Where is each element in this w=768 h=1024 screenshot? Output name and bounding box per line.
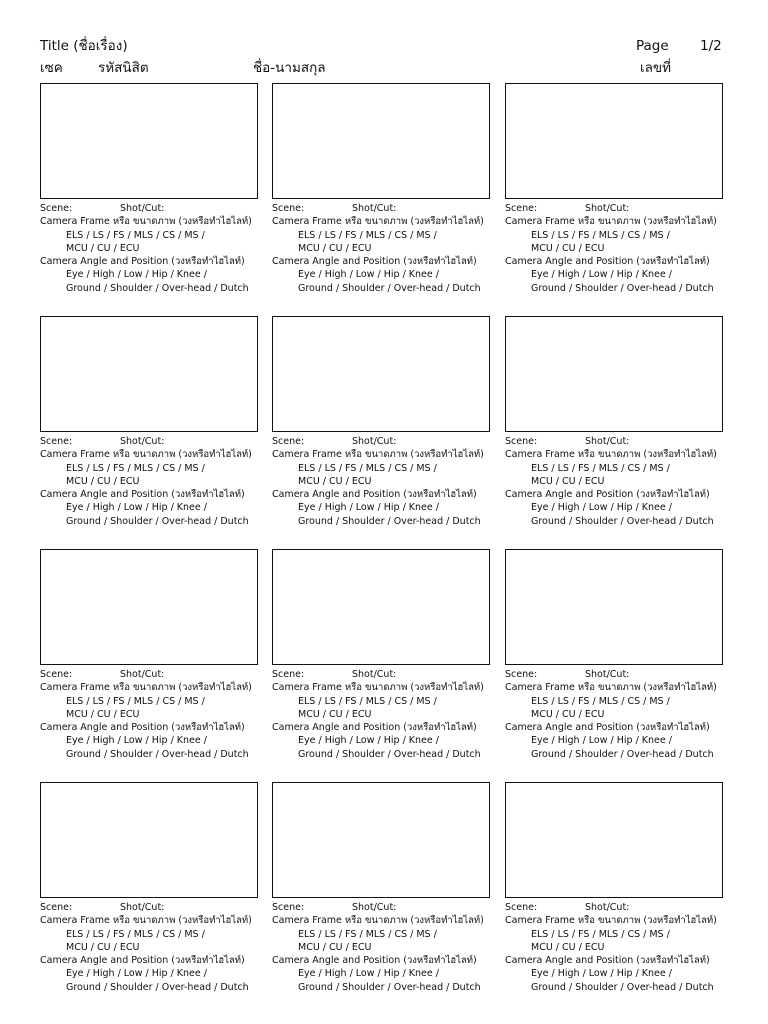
- shot-info: [505, 901, 737, 994]
- scene-label: Scene:: [40, 436, 73, 447]
- camera-angle-heading: Camera Angle and Position (วงหรือทำไฮไลท์): [272, 722, 477, 734]
- shot-cut-label: Shot/Cut:: [352, 436, 397, 447]
- storyboard-frame[interactable]: [505, 83, 723, 199]
- camera-frame-options: MCU / CU / ECU: [531, 242, 605, 254]
- scene-shot-line: [272, 901, 504, 914]
- camera-angle-options: Eye / High / Low / Hip / Knee /: [66, 269, 207, 281]
- camera-angle-options: Eye / High / Low / Hip / Knee /: [66, 735, 207, 747]
- camera-frame-options: MCU / CU / ECU: [298, 242, 372, 254]
- section-label: เซค: [40, 60, 63, 76]
- camera-frame-options: ELS / LS / FS / MLS / CS / MS /: [66, 462, 205, 474]
- shot-info: [40, 435, 272, 528]
- camera-frame-heading: Camera Frame หรือ ขนาดภาพ (วงหรือทำไฮไลท์): [272, 216, 484, 228]
- shot-cut-label: Shot/Cut:: [120, 203, 165, 214]
- scene-shot-line: [505, 435, 737, 448]
- camera-frame-heading: Camera Frame หรือ ขนาดภาพ (วงหรือทำไฮไลท์): [272, 449, 484, 461]
- scene-shot-line: [40, 901, 272, 914]
- camera-angle-options: Ground / Shoulder / Over-head / Dutch: [66, 981, 249, 993]
- camera-angle-options: Eye / High / Low / Hip / Knee /: [66, 968, 207, 980]
- scene-label: Scene:: [505, 669, 538, 680]
- camera-frame-heading: Camera Frame หรือ ขนาดภาพ (วงหรือทำไฮไลท์): [40, 449, 252, 461]
- storyboard-frame[interactable]: [272, 316, 490, 432]
- camera-angle-heading: Camera Angle and Position (วงหรือทำไฮไลท์): [40, 256, 245, 268]
- shot-info: [272, 435, 504, 528]
- camera-angle-heading: Camera Angle and Position (วงหรือทำไฮไลท์): [505, 722, 710, 734]
- camera-frame-heading: Camera Frame หรือ ขนาดภาพ (วงหรือทำไฮไลท์): [505, 216, 717, 228]
- camera-angle-options: Ground / Shoulder / Over-head / Dutch: [298, 748, 481, 760]
- camera-frame-options: ELS / LS / FS / MLS / CS / MS /: [298, 928, 437, 940]
- camera-angle-heading: Camera Angle and Position (วงหรือทำไฮไลท์): [40, 722, 245, 734]
- shot-info: [272, 901, 504, 994]
- camera-angle-heading: Camera Angle and Position (วงหรือทำไฮไลท์): [505, 256, 710, 268]
- scene-label: Scene:: [40, 902, 73, 913]
- shot-info: [272, 202, 504, 295]
- camera-frame-options: ELS / LS / FS / MLS / CS / MS /: [298, 462, 437, 474]
- storyboard-frame[interactable]: [40, 83, 258, 199]
- shot-cut-label: Shot/Cut:: [120, 436, 165, 447]
- camera-frame-options: MCU / CU / ECU: [531, 941, 605, 953]
- scene-shot-line: [40, 668, 272, 681]
- camera-frame-heading: Camera Frame หรือ ขนาดภาพ (วงหรือทำไฮไลท์): [40, 915, 252, 927]
- scene-shot-line: [40, 202, 272, 215]
- camera-frame-heading: Camera Frame หรือ ขนาดภาพ (วงหรือทำไฮไลท์): [272, 682, 484, 694]
- storyboard-frame[interactable]: [272, 83, 490, 199]
- camera-frame-options: ELS / LS / FS / MLS / CS / MS /: [531, 462, 670, 474]
- page-number: 1/2: [700, 38, 722, 54]
- camera-frame-options: ELS / LS / FS / MLS / CS / MS /: [298, 229, 437, 241]
- storyboard-frame[interactable]: [40, 782, 258, 898]
- camera-angle-heading: Camera Angle and Position (วงหรือทำไฮไลท์): [505, 955, 710, 967]
- shot-info: [40, 668, 272, 761]
- title-label: Title (ชื่อเรื่อง): [40, 38, 128, 54]
- shot-info: [40, 202, 272, 295]
- camera-angle-heading: Camera Angle and Position (วงหรือทำไฮไลท์): [272, 489, 477, 501]
- storyboard-frame[interactable]: [505, 549, 723, 665]
- camera-frame-options: ELS / LS / FS / MLS / CS / MS /: [66, 928, 205, 940]
- camera-frame-options: ELS / LS / FS / MLS / CS / MS /: [298, 695, 437, 707]
- scene-shot-line: [40, 435, 272, 448]
- camera-frame-options: ELS / LS / FS / MLS / CS / MS /: [66, 695, 205, 707]
- scene-label: Scene:: [40, 669, 73, 680]
- camera-angle-options: Eye / High / Low / Hip / Knee /: [298, 502, 439, 514]
- shot-info: [40, 901, 272, 994]
- camera-frame-heading: Camera Frame หรือ ขนาดภาพ (วงหรือทำไฮไลท์): [40, 216, 252, 228]
- camera-frame-options: MCU / CU / ECU: [66, 941, 140, 953]
- camera-angle-options: Ground / Shoulder / Over-head / Dutch: [66, 748, 249, 760]
- scene-label: Scene:: [272, 203, 305, 214]
- camera-frame-options: MCU / CU / ECU: [66, 475, 140, 487]
- shot-info: [505, 202, 737, 295]
- shot-cut-label: Shot/Cut:: [585, 436, 630, 447]
- camera-angle-options: Ground / Shoulder / Over-head / Dutch: [531, 282, 714, 294]
- camera-frame-heading: Camera Frame หรือ ขนาดภาพ (วงหรือทำไฮไลท์): [505, 449, 717, 461]
- scene-label: Scene:: [40, 203, 73, 214]
- scene-shot-line: [505, 202, 737, 215]
- scene-shot-line: [272, 668, 504, 681]
- camera-frame-options: ELS / LS / FS / MLS / CS / MS /: [66, 229, 205, 241]
- shot-info: [505, 435, 737, 528]
- storyboard-frame[interactable]: [505, 782, 723, 898]
- shot-info: [272, 668, 504, 761]
- storyboard-frame[interactable]: [40, 316, 258, 432]
- camera-angle-options: Eye / High / Low / Hip / Knee /: [531, 269, 672, 281]
- camera-angle-options: Ground / Shoulder / Over-head / Dutch: [298, 515, 481, 527]
- shot-cut-label: Shot/Cut:: [352, 669, 397, 680]
- shot-cut-label: Shot/Cut:: [120, 902, 165, 913]
- camera-frame-options: MCU / CU / ECU: [298, 708, 372, 720]
- camera-frame-heading: Camera Frame หรือ ขนาดภาพ (วงหรือทำไฮไลท์): [40, 682, 252, 694]
- number-label: เลขที่: [640, 60, 672, 76]
- camera-frame-heading: Camera Frame หรือ ขนาดภาพ (วงหรือทำไฮไลท์): [505, 915, 717, 927]
- camera-frame-options: MCU / CU / ECU: [66, 708, 140, 720]
- shot-cut-label: Shot/Cut:: [585, 669, 630, 680]
- camera-angle-heading: Camera Angle and Position (วงหรือทำไฮไลท์): [40, 489, 245, 501]
- student-id-label: รหัสนิสิต: [98, 60, 149, 76]
- shot-info: [505, 668, 737, 761]
- storyboard-frame[interactable]: [272, 782, 490, 898]
- camera-angle-options: Ground / Shoulder / Over-head / Dutch: [298, 282, 481, 294]
- camera-angle-options: Eye / High / Low / Hip / Knee /: [531, 735, 672, 747]
- scene-shot-line: [272, 202, 504, 215]
- scene-label: Scene:: [272, 436, 305, 447]
- scene-shot-line: [505, 668, 737, 681]
- camera-angle-heading: Camera Angle and Position (วงหรือทำไฮไลท์): [272, 955, 477, 967]
- camera-angle-options: Eye / High / Low / Hip / Knee /: [531, 968, 672, 980]
- camera-frame-options: MCU / CU / ECU: [298, 475, 372, 487]
- camera-angle-options: Ground / Shoulder / Over-head / Dutch: [66, 282, 249, 294]
- storyboard-frame[interactable]: [272, 549, 490, 665]
- camera-angle-options: Eye / High / Low / Hip / Knee /: [531, 502, 672, 514]
- camera-frame-heading: Camera Frame หรือ ขนาดภาพ (วงหรือทำไฮไลท์): [505, 682, 717, 694]
- scene-label: Scene:: [505, 436, 538, 447]
- camera-angle-options: Eye / High / Low / Hip / Knee /: [298, 735, 439, 747]
- camera-angle-options: Eye / High / Low / Hip / Knee /: [66, 502, 207, 514]
- scene-label: Scene:: [505, 902, 538, 913]
- storyboard-frame[interactable]: [505, 316, 723, 432]
- storyboard-frame[interactable]: [40, 549, 258, 665]
- name-label: ชื่อ-นามสกุล: [253, 60, 326, 76]
- shot-cut-label: Shot/Cut:: [585, 902, 630, 913]
- camera-frame-options: MCU / CU / ECU: [66, 242, 140, 254]
- shot-cut-label: Shot/Cut:: [352, 203, 397, 214]
- camera-angle-options: Ground / Shoulder / Over-head / Dutch: [531, 515, 714, 527]
- scene-shot-line: [505, 901, 737, 914]
- camera-angle-options: Eye / High / Low / Hip / Knee /: [298, 269, 439, 281]
- camera-angle-heading: Camera Angle and Position (วงหรือทำไฮไลท์): [272, 256, 477, 268]
- camera-frame-options: ELS / LS / FS / MLS / CS / MS /: [531, 229, 670, 241]
- page-label: Page: [636, 38, 669, 54]
- shot-cut-label: Shot/Cut:: [585, 203, 630, 214]
- camera-angle-heading: Camera Angle and Position (วงหรือทำไฮไลท์): [40, 955, 245, 967]
- camera-angle-options: Eye / High / Low / Hip / Knee /: [298, 968, 439, 980]
- camera-angle-options: Ground / Shoulder / Over-head / Dutch: [66, 515, 249, 527]
- scene-label: Scene:: [505, 203, 538, 214]
- shot-cut-label: Shot/Cut:: [120, 669, 165, 680]
- camera-angle-options: Ground / Shoulder / Over-head / Dutch: [298, 981, 481, 993]
- camera-frame-options: MCU / CU / ECU: [531, 708, 605, 720]
- scene-label: Scene:: [272, 669, 305, 680]
- scene-shot-line: [272, 435, 504, 448]
- camera-frame-options: MCU / CU / ECU: [298, 941, 372, 953]
- scene-label: Scene:: [272, 902, 305, 913]
- camera-angle-heading: Camera Angle and Position (วงหรือทำไฮไลท์): [505, 489, 710, 501]
- camera-angle-options: Ground / Shoulder / Over-head / Dutch: [531, 981, 714, 993]
- camera-frame-options: ELS / LS / FS / MLS / CS / MS /: [531, 695, 670, 707]
- camera-frame-heading: Camera Frame หรือ ขนาดภาพ (วงหรือทำไฮไลท์): [272, 915, 484, 927]
- camera-frame-options: MCU / CU / ECU: [531, 475, 605, 487]
- camera-angle-options: Ground / Shoulder / Over-head / Dutch: [531, 748, 714, 760]
- shot-cut-label: Shot/Cut:: [352, 902, 397, 913]
- camera-frame-options: ELS / LS / FS / MLS / CS / MS /: [531, 928, 670, 940]
